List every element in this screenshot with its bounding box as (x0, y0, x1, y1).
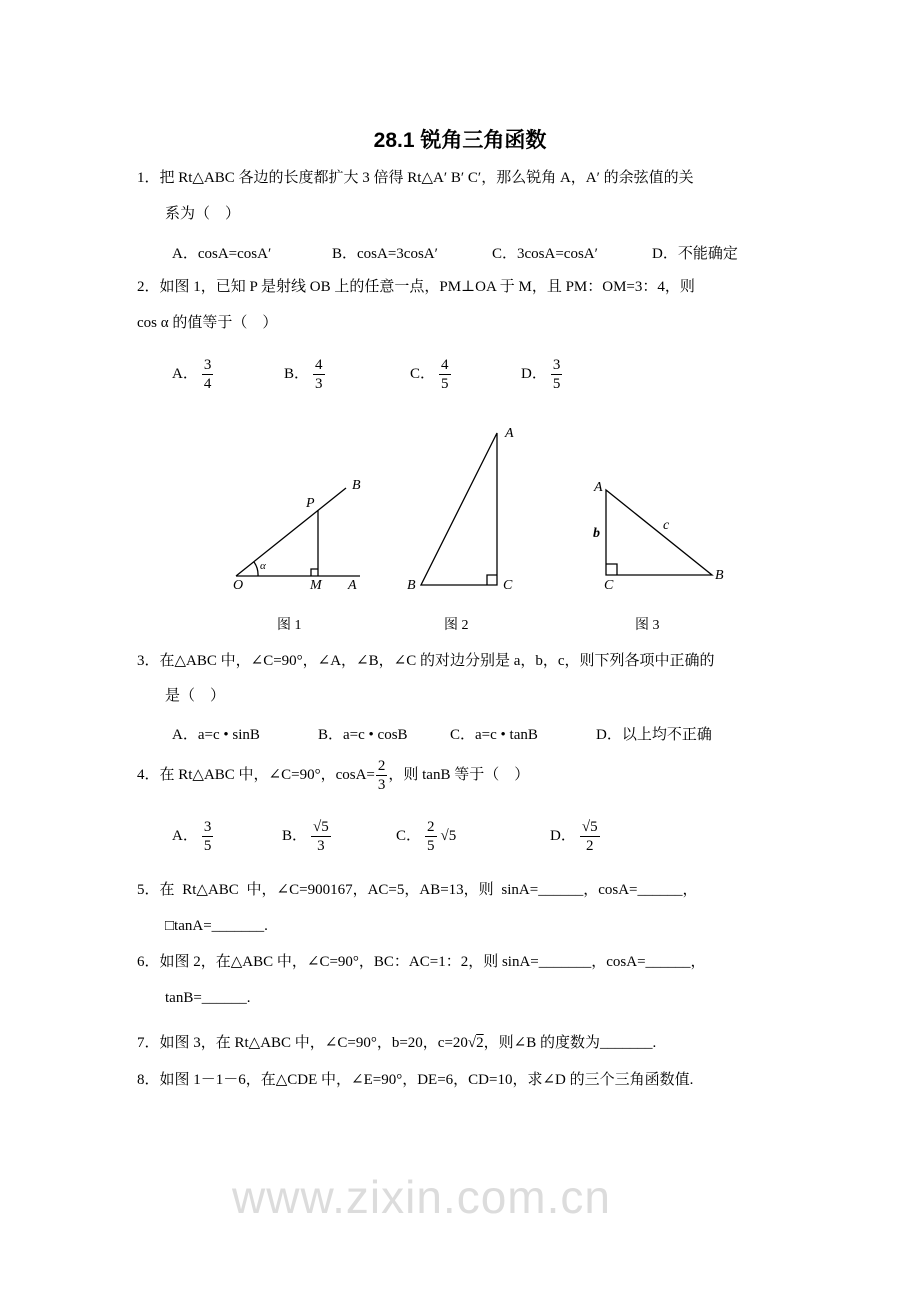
fig2-caption: 图 2 (444, 618, 469, 633)
q1-option-b: B．cosA=3cosA′ (332, 246, 438, 262)
q2-option-d: D． $\frac{3}{5}$ (521, 357, 561, 392)
fig3-label-a: A (594, 480, 603, 495)
fig3-label-c: C (604, 578, 614, 593)
fig3-label-c-side: c (663, 518, 670, 533)
fig3-label-b-side: b (593, 526, 600, 541)
fig1-label-m: M (310, 578, 322, 593)
q7-text: 7．如图 3，在 Rt△ABC 中，∠C=90°，b=20，c=20√2，则∠B 的度数为_______. (137, 1035, 657, 1051)
fig1-label-o: O (233, 578, 244, 593)
fig3-caption: 图 3 (635, 618, 660, 633)
q3-option-c: C．a=c • tanB (450, 727, 538, 743)
q1-text-cont: 系为（ ） (165, 206, 241, 222)
q4-option-c: C． $\frac{2}{5}$ √5 (396, 819, 457, 854)
watermark: www.zixin.com.cn (232, 1171, 611, 1223)
q4-option-d: D． $\frac{√5}{2}$ (550, 819, 598, 854)
figure-2 (421, 433, 497, 585)
q1-text: 1．把 Rt△ABC 各边的长度都扩大 3 倍得 Rt△A′ B′ C′，那么锐角 A，A′ 的余弦值的关 (137, 170, 694, 186)
fig2-label-b: B (407, 578, 416, 593)
q3-option-a: A．a=c • sinB (172, 727, 260, 743)
fig1-label-b: B (352, 478, 361, 493)
q3-option-d: D．以上均不正确 (596, 727, 712, 743)
figures (0, 0, 920, 640)
q1-option-c: C．3cosA=cosA′ (492, 246, 598, 262)
fig2-label-c: C (503, 578, 513, 593)
figure-1 (236, 488, 360, 576)
q8-text: 8．如图 1－1－6，在△CDE 中，∠E=90°，DE=6，CD=10，求∠D 的三个三角函数值. (137, 1072, 694, 1088)
q6-text: 6．如图 2，在△ABC 中，∠C=90°，BC：AC=1：2，则 sinA=_______，cosA=______， (137, 954, 706, 970)
fig1-caption: 图 1 (277, 618, 302, 633)
q6-text-cont: tanB=______. (165, 990, 251, 1006)
fig3-label-b: B (715, 568, 724, 583)
q4-text: 4．在 Rt△ABC 中，∠C=90°，cosA= $\frac{2}{3}$ ，则 tanB 等于（ ） (137, 758, 530, 794)
figure-3 (606, 490, 712, 575)
q4-option-b: B． $\frac{√5}{3}$ (282, 819, 329, 854)
q3-text-cont: 是（ ） (165, 688, 226, 704)
q1-option-a: A．cosA=cosA′ (172, 246, 272, 262)
q2-option-c: C． $\frac{4}{5}$ (410, 357, 449, 392)
q4-option-a: A． $\frac{3}{5}$ (172, 819, 212, 854)
q2-text: 2．如图 1，已知 P 是射线 OB 上的任意一点，PM⊥OA 于 M，且 PM：OM=3：4，则 (137, 279, 695, 295)
q3-text: 3．在△ABC 中，∠C=90°，∠A，∠B，∠C 的对边分别是 a，b，c，则下列各项中正确的 (137, 653, 715, 669)
q3-option-b: B．a=c • cosB (318, 727, 408, 743)
q2-option-b: B． $\frac{4}{3}$ (284, 357, 323, 392)
page-title: 28.1 锐角三角函数 (373, 129, 547, 152)
fig2-label-a: A (505, 426, 514, 441)
fig1-label-a: A (348, 578, 357, 593)
fig1-label-p: P (306, 496, 315, 511)
q5-text-cont: □tanA=_______. (165, 918, 268, 934)
q2-option-a: A． $\frac{3}{4}$ (172, 357, 212, 392)
q2-text-cont: cos α 的值等于（ ） (137, 315, 278, 331)
q1-option-d: D．不能确定 (652, 246, 738, 262)
q5-text: 5．在 Rt△ABC 中，∠C=900167，AC=5，AB=13，则 sinA=______，cosA=______， (137, 882, 698, 898)
fig1-label-alpha: α (260, 560, 266, 572)
